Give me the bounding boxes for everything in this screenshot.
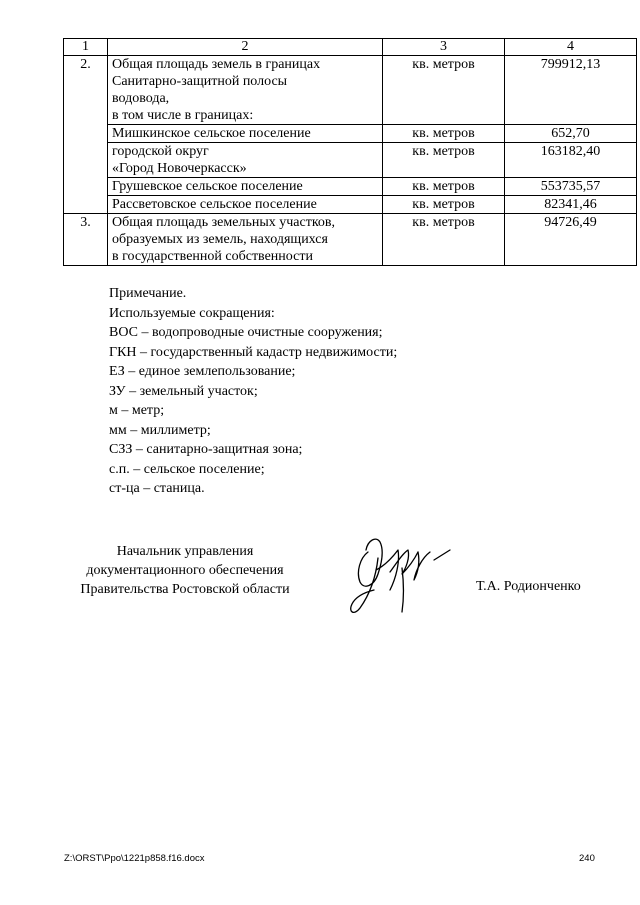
row-unit: кв. метров [383,143,505,178]
row-unit: кв. метров [383,196,505,214]
abbreviation-item: ГКН – государственный кадастр недвижимости; [109,344,398,360]
table-row [64,214,637,266]
description-line: Грушевское сельское поселение [112,179,303,194]
row-number: 2. [64,56,108,214]
handwritten-signature [338,528,456,620]
description-line: городской округ [112,144,209,159]
description-line: Общая площадь земельных участков, [112,215,336,230]
position-line: документационного обеспечения [86,563,284,578]
position-line: Правительства Ростовской области [80,582,290,597]
row-value: 94726,49 [505,214,637,266]
row-unit: кв. метров [383,178,505,196]
signatory-position [60,542,310,599]
abbreviation-item: мм – миллиметр; [109,422,211,438]
description-line: образуемых из земель, находящихся [112,232,328,247]
description-line: в том числе в границах: [112,108,254,123]
description-line: водовода, [112,91,170,106]
row-unit: кв. метров [383,56,505,125]
table-row [64,178,637,196]
table-row [64,196,637,214]
table-header-row [64,39,637,56]
table-row [64,143,637,178]
description-line: Рассветовское сельское поселение [112,197,317,212]
header-cell: 1 [64,39,108,56]
row-number: 3. [64,214,108,266]
row-description [108,56,383,125]
abbreviation-item: м – метр; [109,403,165,418]
row-value: 652,70 [505,125,637,143]
signatory-name: Т.А. Родионченко [476,579,581,594]
row-value: 163182,40 [505,143,637,178]
description-line: в государственной собственности [112,249,313,264]
row-unit: кв. метров [383,125,505,143]
header-cell: 4 [505,39,637,56]
row-value: 553735,57 [505,178,637,196]
abbreviations-note [109,284,397,499]
abbreviation-item: ст-ца – станица. [109,481,205,496]
table-row [64,125,637,143]
header-cell: 3 [383,39,505,56]
description-line: Санитарно-защитной полосы [112,74,288,89]
row-description [108,196,383,214]
abbreviation-item: ВОС – водопроводные очистные сооружения; [109,325,383,340]
row-description [108,125,383,143]
abbreviation-item: СЗЗ – санитарно-защитная зона; [109,442,303,457]
abbreviation-item: ЕЗ – единое землепользование; [109,364,296,379]
header-cell: 2 [108,39,383,56]
abbreviation-item: с.п. – сельское поселение; [109,461,265,477]
description-line: Мишкинское сельское поселение [112,126,311,141]
note-title: Примечание. [109,286,187,301]
abbreviation-item: ЗУ – земельный участок; [109,383,258,399]
table-row [64,56,637,125]
footer-page-number: 240 [579,853,595,864]
note-subtitle: Используемые сокращения: [109,305,275,321]
row-description [108,143,383,178]
position-line: Начальник управления [116,544,254,559]
description-line: Общая площадь земель в границах [112,57,321,72]
row-value: 799912,13 [505,56,637,125]
footer-file-path: Z:\ORST\Ppo\1221p858.f16.docx [64,853,205,864]
row-unit: кв. метров [383,214,505,266]
row-description [108,214,383,266]
land-area-table [63,38,637,266]
row-description [108,178,383,196]
description-line: «Город Новочеркасск» [112,161,247,176]
row-value: 82341,46 [505,196,637,214]
